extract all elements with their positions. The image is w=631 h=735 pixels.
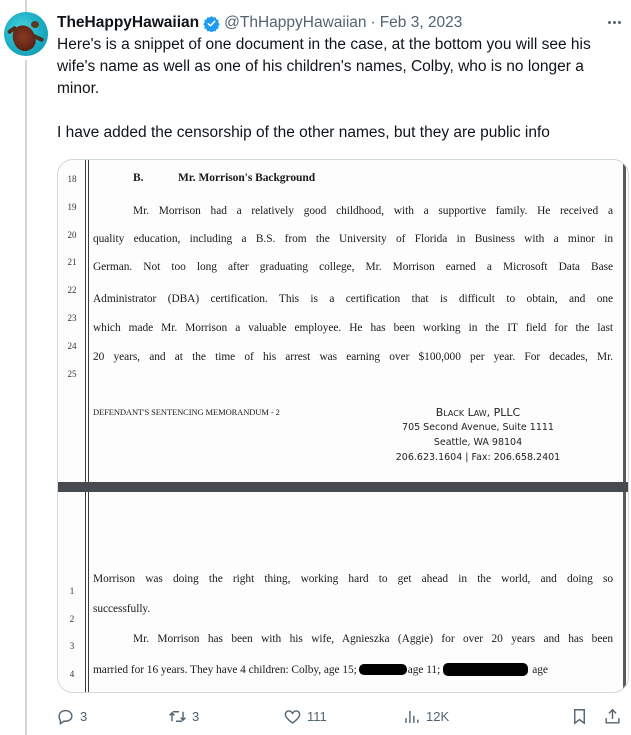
line-number: 23	[67, 313, 77, 323]
tweet-media-image[interactable]	[57, 159, 629, 693]
reply-icon	[56, 707, 75, 726]
author-name[interactable]: TheHappyHawaiian	[57, 14, 200, 31]
bookmark-icon	[570, 707, 589, 726]
line-number: 2	[69, 614, 75, 624]
reply-button[interactable]	[56, 704, 87, 728]
retweet-button[interactable]	[168, 704, 199, 728]
tweet-header	[57, 12, 462, 34]
line-number: 18	[67, 174, 77, 184]
document-line: quality education, including a B.S. from the University of Florida in Business with a minor in	[93, 233, 613, 245]
reply-count: 3	[80, 708, 88, 724]
analytics-icon	[402, 707, 421, 726]
line-number: 19	[67, 202, 77, 212]
document-line: Mr. Morrison had a relatively good childhood, with a supportive family. He received a	[133, 205, 613, 217]
line-number: 21	[67, 257, 77, 267]
line-number: 3	[69, 641, 75, 651]
line-number: 1	[69, 586, 75, 596]
bookmark-button[interactable]	[570, 704, 589, 728]
line-number: 4	[69, 669, 75, 679]
firm-city: Seattle, WA 98104	[433, 437, 523, 448]
tweet-text	[57, 34, 627, 144]
document-line: 20 years, and at the time of his arrest was earning over $100,000 per year. For decades, Mr.	[93, 351, 613, 363]
firm-address: 705 Second Avenue, Suite 1111	[402, 422, 554, 433]
document-line: German. Not too long after graduating college, Mr. Morrison earned a Microsoft Data Base	[93, 261, 613, 273]
tweet-paragraph: I have added the censorship of the other names, but they are public info	[57, 124, 550, 141]
section-heading: B. Mr. Morrison's Background	[133, 172, 316, 184]
law-firm-block	[358, 405, 598, 465]
document-line-redacted: married for 16 years. They have 4 children: Colby, age 15; age 11; age	[93, 663, 548, 676]
document-line: Morrison was doing the right thing, working hard to get ahead in the world, and doing so	[93, 573, 613, 585]
tweet-date[interactable]: Feb 3, 2023	[379, 14, 463, 31]
like-button[interactable]	[283, 704, 327, 728]
redaction-bar	[359, 664, 407, 675]
avatar[interactable]	[4, 12, 48, 56]
views-button[interactable]	[402, 704, 449, 728]
heart-icon	[283, 707, 302, 726]
separator-dot: ·	[370, 14, 376, 31]
page-separator	[58, 482, 628, 492]
document-footer-title: DEFENDANT'S SENTENCING MEMORANDUM - 2	[93, 407, 280, 417]
thread-line-bottom	[25, 60, 27, 735]
document-line: which made Mr. Morrison a valuable employee. He has been working in the IT field for the last	[93, 322, 613, 334]
document-line: successfully.	[93, 603, 151, 615]
line-number: 24	[67, 341, 77, 351]
line-number: 25	[67, 369, 77, 379]
author-handle[interactable]: @ThHappyHawaiian	[224, 14, 367, 31]
tweet-actions	[40, 704, 631, 728]
tweet-paragraph: Here's is a snippet of one document in the case, at the bottom you will see his wife's name as well as one of his children's names, Colby, who is no longer a minor.	[57, 36, 591, 97]
retweet-icon	[168, 707, 187, 726]
verified-badge-icon	[203, 15, 220, 32]
share-button[interactable]	[603, 704, 622, 728]
retweet-count: 3	[192, 708, 200, 724]
court-document	[58, 160, 628, 692]
firm-name: Black Law, PLLC	[435, 406, 521, 419]
line-number: 20	[67, 230, 77, 240]
thread-line-top	[25, 0, 27, 12]
line-number: 22	[67, 285, 77, 295]
document-line: Administrator (DBA) certification. This is a certification that is difficult to obtain, and one	[93, 293, 613, 305]
redaction-bar	[443, 663, 528, 676]
like-count: 111	[307, 708, 327, 724]
share-icon	[603, 707, 622, 726]
more-options-icon[interactable]	[604, 12, 624, 32]
views-count: 12K	[426, 708, 450, 724]
document-line: Mr. Morrison has been with his wife, Agnieszka (Aggie) for over 20 years and has been	[133, 633, 613, 645]
firm-phone: 206.623.1604 | Fax: 206.658.2401	[395, 452, 561, 463]
